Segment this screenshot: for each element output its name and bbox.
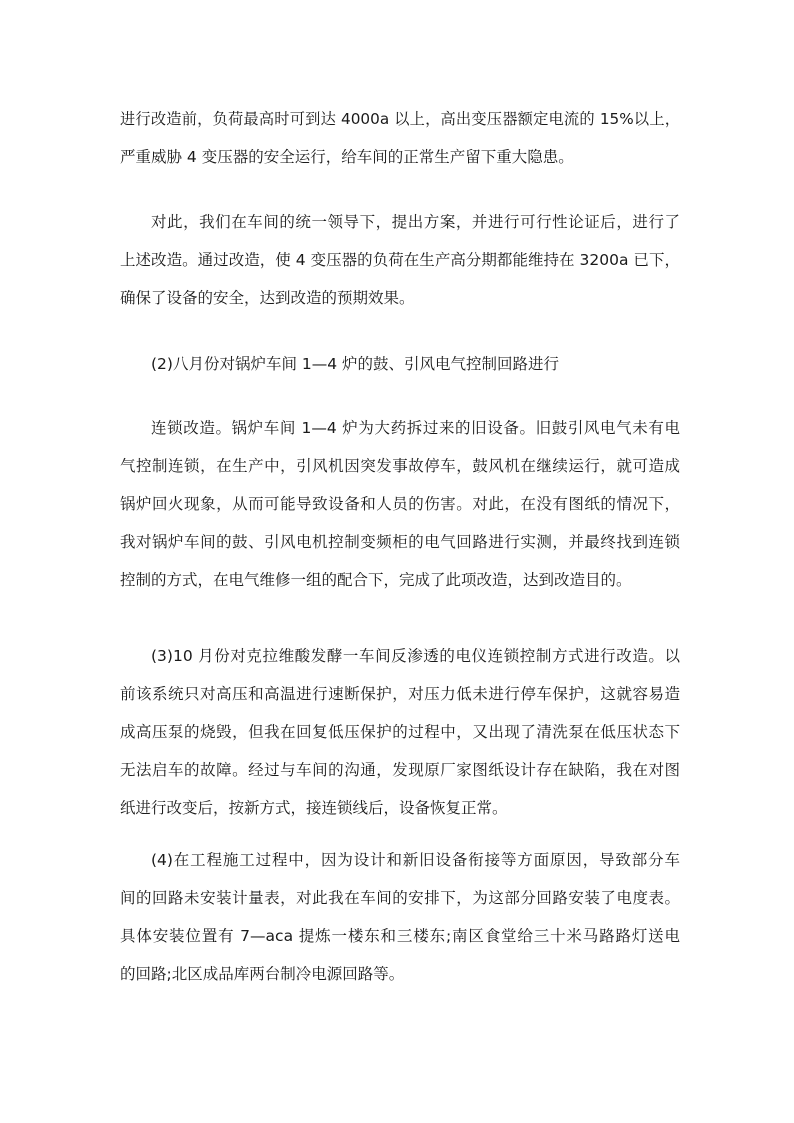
text-line: 对此，我们在车间的统一领导下，提出方案，并进行可行性论证后，进行了 (151, 213, 680, 231)
text-line: 无法启车的故障。经过与车间的沟通，发现原厂家图纸设计存在缺陷，我在对图 (120, 761, 680, 779)
text-line: 严重威胁 4 变压器的安全运行，给车间的正常生产留下重大隐患。 (120, 148, 574, 166)
paragraph-load-risk (120, 100, 680, 176)
text-line: 成高压泵的烧毁，但我在回复低压保护的过程中，又出现了清洗泵在低压状态下 (120, 723, 680, 741)
paragraph-meter-installation (120, 841, 680, 993)
text-line: 纸进行改变后，按新方式，接连锁线后，设备恢复正常。 (120, 799, 508, 817)
text-line: 我对锅炉车间的鼓、引风电机控制变频柜的电气回路进行实测，并最终找到连锁 (120, 533, 680, 551)
text-line: 连锁改造。锅炉车间 1—4 炉为大药拆过来的旧设备。旧鼓引风电气未有电 (151, 419, 680, 437)
text-line: (2)八月份对锅炉车间 1—4 炉的鼓、引风电气控制回路进行 (151, 355, 560, 373)
text-line: 气控制连锁，在生产中，引风机因突发事故停车，鼓风机在继续运行，就可造成 (120, 457, 680, 475)
paragraph-boiler-interlock (120, 409, 680, 599)
text-line: 具体安装位置有 7—aca 提炼一楼东和三楼东;南区食堂给三十米马路路灯送电 (120, 927, 680, 945)
paragraph-transformer-retrofit (120, 203, 680, 317)
text-line: 确保了设备的安全，达到改造的预期效果。 (120, 289, 415, 307)
text-line: 控制的方式，在电气维修一组的配合下，完成了此项改造，达到改造目的。 (120, 571, 632, 589)
text-line: (4)在工程施工过程中，因为设计和新旧设备衔接等方面原因，导致部分车 (151, 851, 680, 869)
paragraph-reverse-osmosis (120, 637, 680, 827)
paragraph-boiler-heading (120, 345, 680, 383)
text-line: 进行改造前，负荷最高时可到达 4000a 以上，高出变压器额定电流的 15%以上， (120, 110, 680, 128)
text-line: 锅炉回火现象，从而可能导致设备和人员的伤害。对此，在没有图纸的情况下， (120, 495, 680, 513)
text-line: (3)10 月份对克拉维酸发酵一车间反渗透的电仪连锁控制方式进行改造。以 (151, 647, 680, 665)
text-line: 上述改造。通过改造，使 4 变压器的负荷在生产高分期都能维持在 3200a 已下， (120, 251, 680, 269)
text-line: 前该系统只对高压和高温进行速断保护，对压力低未进行停车保护，这就容易造 (120, 685, 680, 703)
text-line: 的回路;北区成品库两台制冷电源回路等。 (120, 965, 405, 983)
text-line: 间的回路未安装计量表，对此我在车间的安排下，为这部分回路安装了电度表。 (120, 889, 680, 907)
